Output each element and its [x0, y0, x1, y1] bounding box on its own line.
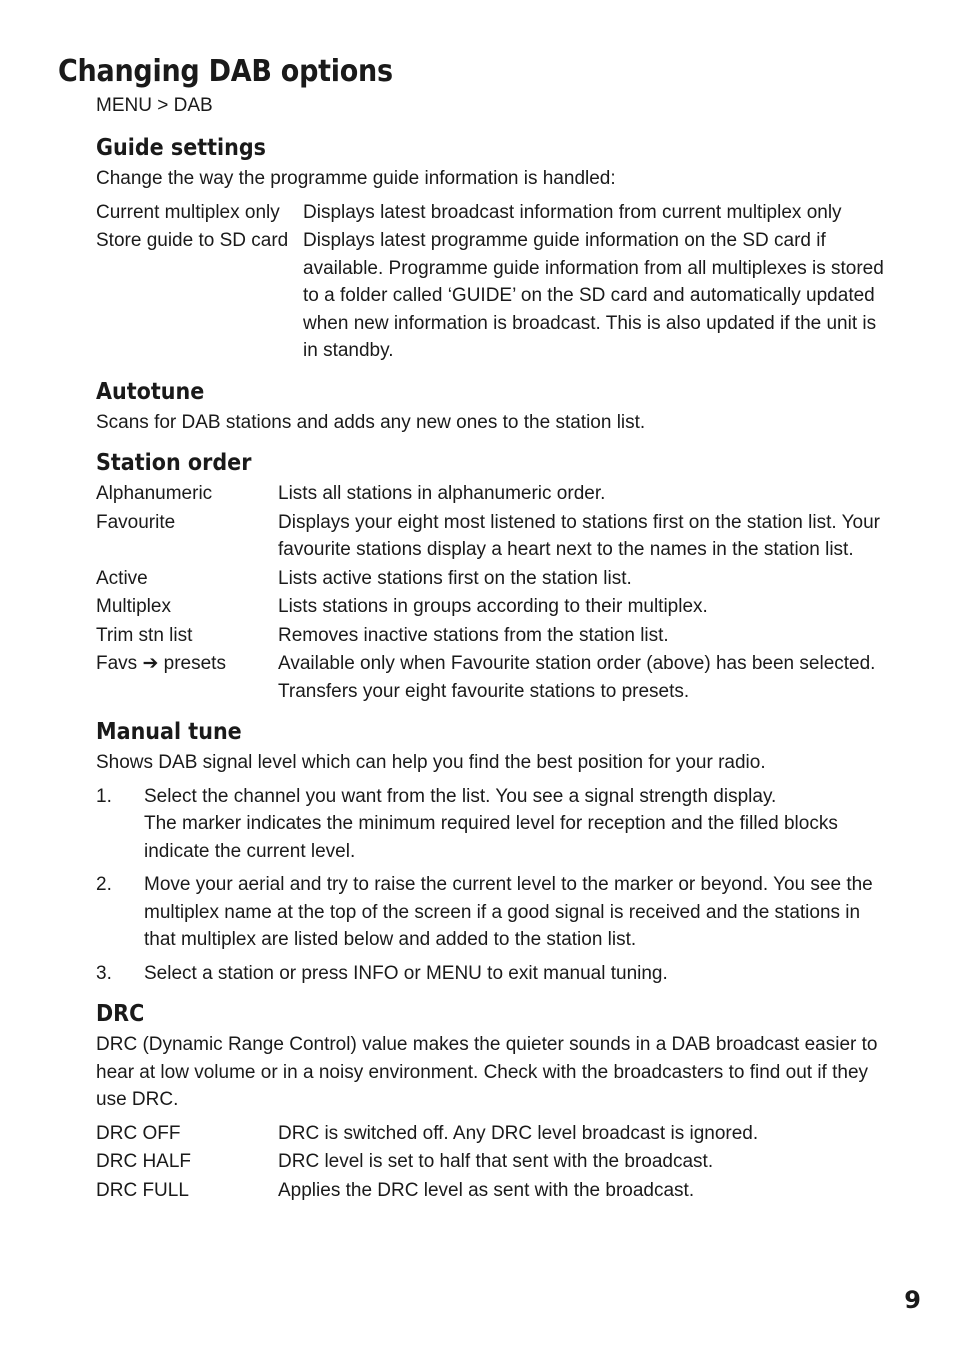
definition-row	[96, 199, 896, 227]
section-intro: DRC (Dynamic Range Control) value makes the quieter sounds in a DAB broadcast easier to hear at low volume or in a noisy environment. Check with the broadcasters to find out if they use DRC.	[96, 1034, 878, 1110]
definition-term: DRC HALF	[96, 1151, 192, 1172]
definition-row	[96, 650, 896, 705]
step-text: Move your aerial and try to raise the current level to the marker or beyond. You see the multiplex name at the top of the screen if a good signal is received and the stations in that multiplex are listed below and added to the station list.	[144, 874, 873, 950]
definition-row	[96, 1177, 896, 1205]
definition-term: Store guide to SD card	[96, 230, 289, 251]
section-intro: Change the way the programme guide information is handled:	[96, 168, 616, 189]
step-text: Select a station or press INFO or MENU to exit manual tuning.	[144, 962, 668, 984]
definition-row	[96, 227, 896, 365]
definition-row	[96, 509, 896, 564]
definition-description: Available only when Favourite station order (above) has been selected. Transfers your eight favourite stations to presets.	[278, 653, 876, 702]
section-heading: Guide settings	[96, 135, 267, 161]
step-item	[96, 960, 896, 988]
section-manual-tune	[96, 715, 896, 987]
definition-row	[96, 622, 896, 650]
section-heading: Manual tune	[96, 719, 242, 745]
section-guide-settings	[96, 131, 896, 365]
definition-row	[96, 593, 896, 621]
definition-term: DRC OFF	[96, 1122, 181, 1144]
definition-term: DRC FULL	[96, 1179, 189, 1201]
section-station-order	[96, 446, 896, 705]
section-drc	[96, 997, 896, 1204]
step-number: 2.	[96, 874, 112, 895]
step-extra: The marker indicates the minimum required level for reception and the filled blocks indicate the current level.	[144, 813, 838, 862]
definition-row	[96, 565, 896, 593]
definition-term: Trim stn list	[96, 624, 193, 646]
breadcrumb: MENU > DAB	[96, 95, 213, 116]
page-title: Changing DAB options	[58, 54, 393, 89]
definition-term: Multiplex	[96, 596, 171, 617]
definition-description: DRC level is set to half that sent with the broadcast.	[278, 1151, 714, 1172]
definition-description: Removes inactive stations from the station list.	[278, 624, 669, 646]
definition-description: Lists stations in groups according to their multiplex.	[278, 596, 708, 617]
definition-row	[96, 1148, 896, 1176]
section-heading: Station order	[96, 450, 252, 476]
definition-term: Active	[96, 567, 148, 589]
definition-description: DRC is switched off. Any DRC level broadcast is ignored.	[278, 1122, 759, 1144]
definition-description: Lists active stations first on the station list.	[278, 567, 632, 589]
step-number: 1.	[96, 785, 112, 807]
steps-list	[96, 783, 896, 988]
step-text: Select the channel you want from the list. You see a signal strength display.	[144, 785, 777, 807]
definition-description: Applies the DRC level as sent with the broadcast.	[278, 1179, 695, 1201]
section-intro: Shows DAB signal level which can help you find the best position for your radio.	[96, 752, 766, 773]
step-body	[144, 783, 896, 866]
definition-description: Lists all stations in alphanumeric order.	[278, 483, 606, 504]
definition-term: Favs ➔ presets	[96, 653, 226, 674]
section-autotune	[96, 375, 896, 437]
definition-list	[96, 199, 896, 365]
definition-description: Displays your eight most listened to stations first on the station list. Your favourite stations display a heart next to the names in the station list.	[278, 511, 880, 560]
definition-row	[96, 480, 896, 508]
definition-description: Displays latest broadcast information from current multiplex only	[303, 201, 842, 223]
section-heading: Autotune	[96, 378, 205, 405]
step-number: 3.	[96, 962, 112, 984]
definition-row	[96, 1120, 896, 1148]
section-heading: DRC	[96, 1001, 145, 1027]
page-content	[96, 131, 896, 1214]
definition-description: Displays latest programme guide information on the SD card if available. Programme guide information from all multiplexes is stored to a folder called ‘GUIDE’ on the SD card and automatically updated when new information is broadcast. This is also updated if the unit is in standby.	[303, 230, 884, 361]
step-item	[96, 783, 896, 866]
definition-term: Current multiplex only	[96, 201, 280, 223]
definition-list	[96, 1120, 896, 1205]
definition-term: Favourite	[96, 511, 176, 533]
definition-list	[96, 480, 896, 705]
definition-term: Alphanumeric	[96, 483, 213, 504]
step-item	[96, 871, 896, 954]
page-number: 9	[904, 1286, 921, 1314]
section-text: Scans for DAB stations and adds any new ones to the station list.	[96, 411, 646, 433]
